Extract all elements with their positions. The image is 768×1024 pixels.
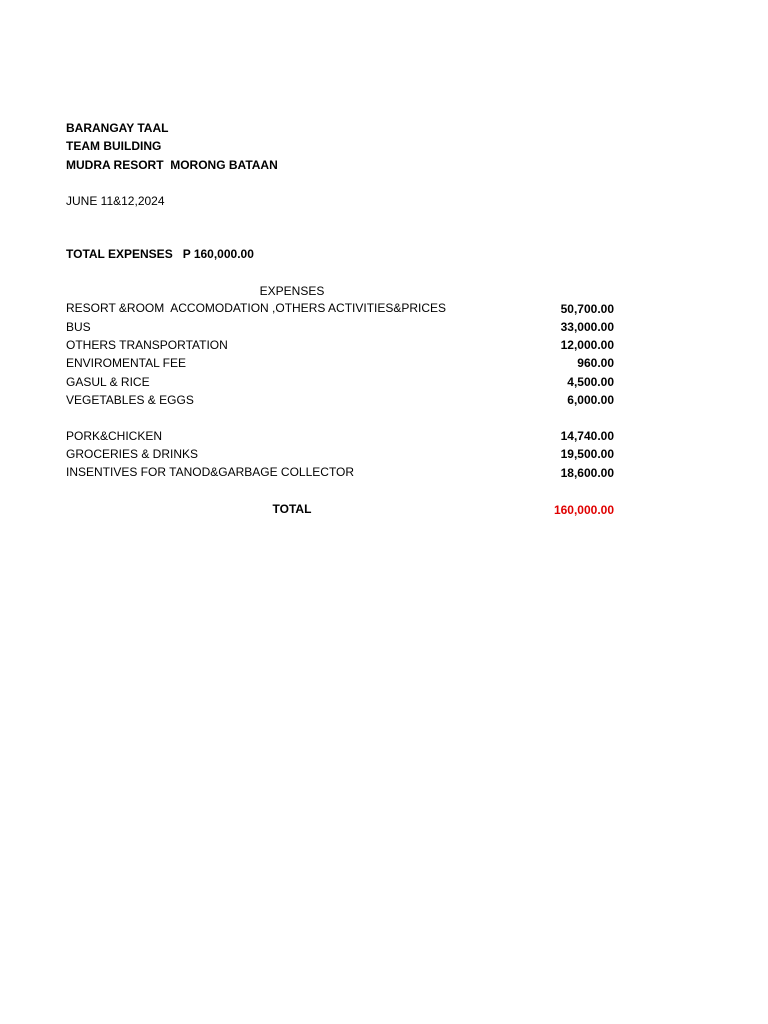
row-label: INSENTIVES FOR TANOD&GARBAGE COLLECTOR: [66, 465, 355, 479]
row-label: ENVIROMENTAL FEE: [66, 356, 187, 370]
org-name: BARANGAY TAAL: [66, 121, 169, 135]
row-label: VEGETABLES & EGGS: [66, 393, 194, 407]
event-name: TEAM BUILDING: [66, 139, 162, 153]
row-label: OTHERS TRANSPORTATION: [66, 338, 228, 352]
row-amount: 12,000.00: [560, 338, 614, 352]
row-amount: 19,500.00: [560, 447, 614, 461]
row-label: BUS: [66, 320, 91, 334]
row-label: GROCERIES & DRINKS: [66, 447, 199, 461]
row-amount: 4,500.00: [567, 375, 614, 389]
venue-name: MUDRA RESORT MORONG BATAAN: [66, 158, 278, 172]
row-amount: 14,740.00: [560, 429, 614, 443]
row-amount: 50,700.00: [560, 302, 614, 316]
row-label: RESORT &ROOM ACCOMODATION ,OTHERS ACTIVITIES&PRICES: [66, 301, 447, 315]
row-label: PORK&CHICKEN: [66, 429, 163, 443]
row-amount: 18,600.00: [560, 466, 614, 480]
event-date: JUNE 11&12,2024: [66, 194, 165, 208]
total-amount: 160,000.00: [553, 503, 614, 517]
expenses-heading: EXPENSES: [259, 284, 325, 298]
row-label: GASUL & RICE: [66, 375, 150, 389]
total-expenses-summary: TOTAL EXPENSES P 160,000.00: [66, 247, 254, 261]
row-amount: 960.00: [577, 356, 614, 370]
total-label: TOTAL: [272, 502, 312, 516]
row-amount: 33,000.00: [560, 320, 614, 334]
row-amount: 6,000.00: [567, 393, 614, 407]
